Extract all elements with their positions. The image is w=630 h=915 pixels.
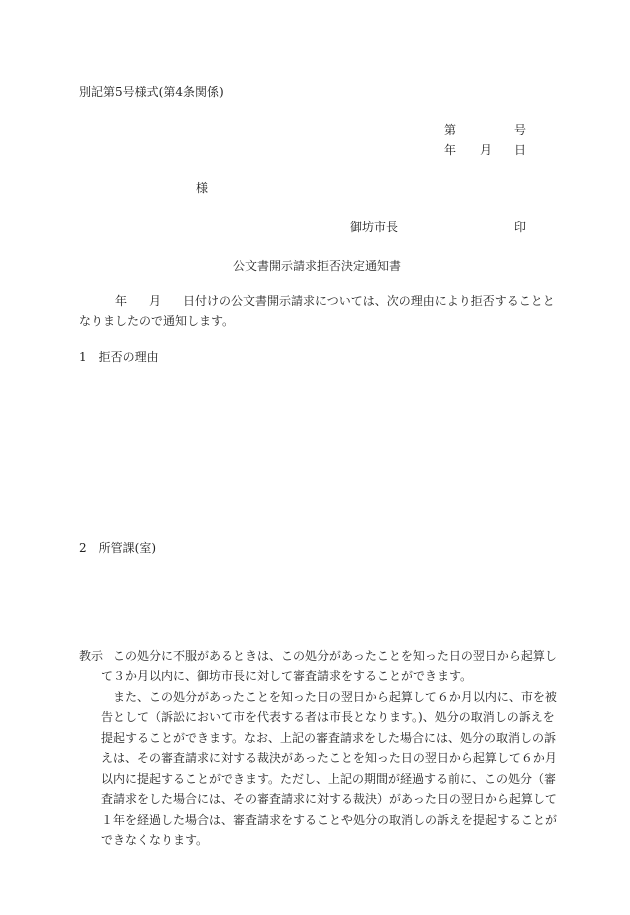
kyoji-p2-line: １年を経過した場合は、審査請求をすることや処分の取消しの訴えを提起することが (101, 813, 558, 827)
body-line-2: なりましたので通知します。 (79, 314, 235, 328)
section-refusal-reason: 1 拒否の理由 (79, 350, 159, 364)
seal-mark: 印 (514, 220, 527, 234)
kyoji-p1-rest: て３か月以内に、御坊市長に対して審査請求をすることができます。 (101, 669, 473, 683)
sender-name: 御坊市長 (350, 220, 399, 234)
kyoji-p2-line: 以内に提起することができます。ただし、上記の期間が経過する前に、この処分（審 (101, 772, 557, 786)
kyoji-p2-line: また、この処分があったことを知った日の翌日から起算して６か月以内に、市を被 (113, 690, 557, 704)
addressee-suffix: 様 (196, 181, 209, 195)
kyoji-p1-first: この処分に不服があるときは、この処分があったことを知った日の翌日から起算し (113, 649, 557, 663)
kyoji-p2-line: えは、その審査請求に対する裁決があったことを知った日の翌日から起算して６か月 (101, 751, 557, 765)
kyoji-p2-line: 提起することができます。なお、上記の審査請求をした場合には、処分の取消しの訴 (101, 731, 557, 745)
kyoji-label: 教示 (79, 649, 104, 663)
document-title: 公文書開示請求拒否決定通知書 (233, 259, 402, 273)
kyoji-p2-line: 告として（訴訟において市を代表する者は市長となります。)、処分の取消しの訴えを (101, 710, 555, 724)
body-month: 月 (149, 294, 162, 308)
date-day: 日 (514, 143, 527, 157)
section-department: 2 所管課(室) (79, 541, 156, 555)
date-month: 月 (480, 143, 493, 157)
number-go: 号 (514, 123, 527, 137)
number-dai: 第 (444, 123, 457, 137)
form-label: 別記第5号様式(第4条関係) (79, 85, 224, 99)
date-year: 年 (444, 143, 457, 157)
body-line-1: 日付けの公文書開示請求については、次の理由により拒否することと (183, 294, 555, 308)
body-year: 年 (115, 294, 128, 308)
kyoji-p2-line: 査請求をした場合には、その審査請求に対する裁決）があった日の翌日から起算して (101, 792, 557, 806)
kyoji-p2-line: できなくなります。 (101, 833, 209, 847)
